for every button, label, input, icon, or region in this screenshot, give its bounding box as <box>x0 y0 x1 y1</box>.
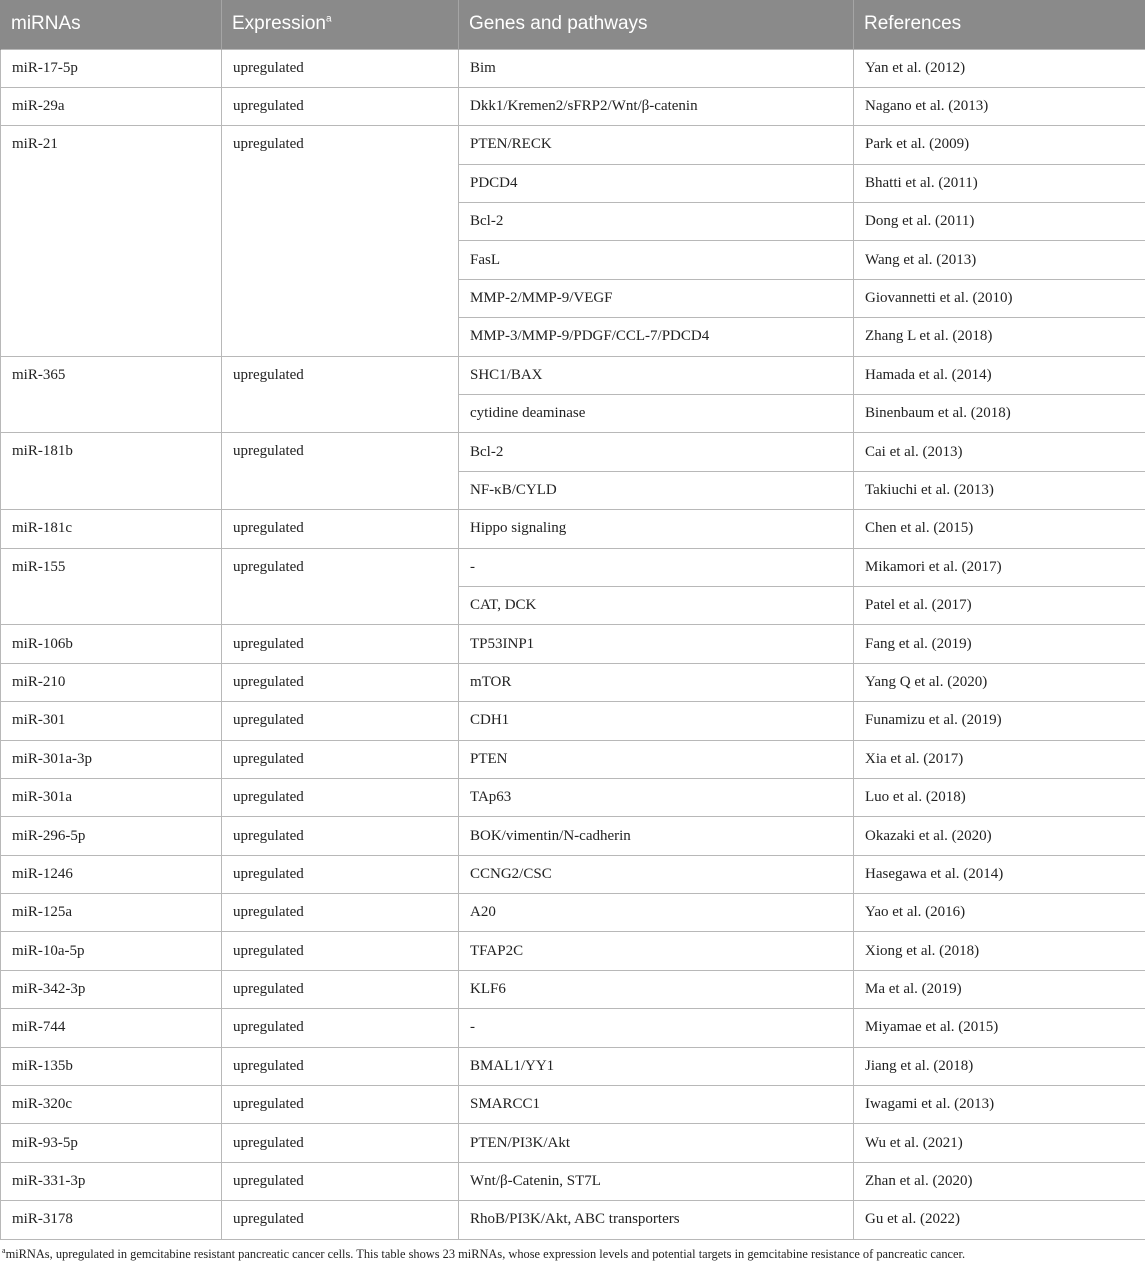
reference-cell: Mikamori et al. (2017) <box>854 548 1145 586</box>
mirna-cell: miR-296-5p <box>1 817 222 855</box>
genes-cell: Wnt/β-Catenin, ST7L <box>459 1162 854 1200</box>
mirna-cell: miR-125a <box>1 894 222 932</box>
genes-cell: mTOR <box>459 663 854 701</box>
reference-cell: Binenbaum et al. (2018) <box>854 395 1145 433</box>
table-row <box>1 1009 1145 1047</box>
expression-cell: upregulated <box>222 510 459 548</box>
genes-cell: PTEN/PI3K/Akt <box>459 1124 854 1162</box>
genes-cell: Bcl-2 <box>459 203 854 241</box>
mirna-cell: miR-93-5p <box>1 1124 222 1162</box>
table-row <box>1 817 1145 855</box>
genes-cell: KLF6 <box>459 970 854 1008</box>
header-references: References <box>854 0 1145 49</box>
reference-cell: Yao et al. (2016) <box>854 894 1145 932</box>
genes-cell: BOK/vimentin/N-cadherin <box>459 817 854 855</box>
table-footnote <box>2 1247 1143 1261</box>
genes-cell: - <box>459 548 854 586</box>
expression-cell: upregulated <box>222 356 459 433</box>
reference-cell: Ma et al. (2019) <box>854 970 1145 1008</box>
reference-cell: Okazaki et al. (2020) <box>854 817 1145 855</box>
reference-cell: Hamada et al. (2014) <box>854 356 1145 394</box>
reference-cell: Fang et al. (2019) <box>854 625 1145 663</box>
table-row <box>1 1047 1145 1085</box>
genes-cell: Dkk1/Kremen2/sFRP2/Wnt/β-catenin <box>459 87 854 125</box>
table-row <box>1 126 1145 164</box>
mirna-cell: miR-3178 <box>1 1201 222 1239</box>
genes-cell: Hippo signaling <box>459 510 854 548</box>
expression-cell: upregulated <box>222 1201 459 1239</box>
expression-cell: upregulated <box>222 894 459 932</box>
reference-cell: Iwagami et al. (2013) <box>854 1086 1145 1124</box>
genes-cell: BMAL1/YY1 <box>459 1047 854 1085</box>
header-mirnas: miRNAs <box>1 0 222 49</box>
mirna-cell: miR-17-5p <box>1 49 222 87</box>
expression-cell: upregulated <box>222 548 459 625</box>
table-row <box>1 894 1145 932</box>
table-row <box>1 356 1145 394</box>
genes-cell: CCNG2/CSC <box>459 855 854 893</box>
mirna-cell: miR-29a <box>1 87 222 125</box>
table-row <box>1 1201 1145 1239</box>
expression-cell: upregulated <box>222 1009 459 1047</box>
table-row <box>1 1124 1145 1162</box>
reference-cell: Xiong et al. (2018) <box>854 932 1145 970</box>
footnote-text: miRNAs, upregulated in gemcitabine resistant pancreatic cancer cells. This table shows 23 miRNAs, whose expression levels and potential targets in gemcitabine resistance of pancreatic cancer. <box>5 1247 966 1261</box>
mirna-cell: miR-135b <box>1 1047 222 1085</box>
header-row <box>1 0 1145 49</box>
table-row <box>1 778 1145 816</box>
reference-cell: Zhang L et al. (2018) <box>854 318 1145 356</box>
expression-cell: upregulated <box>222 49 459 87</box>
reference-cell: Nagano et al. (2013) <box>854 87 1145 125</box>
table-row <box>1 1162 1145 1200</box>
reference-cell: Yan et al. (2012) <box>854 49 1145 87</box>
expression-cell: upregulated <box>222 1086 459 1124</box>
genes-cell: PDCD4 <box>459 164 854 202</box>
table-row <box>1 663 1145 701</box>
table-row <box>1 49 1145 87</box>
table-header <box>1 0 1145 49</box>
table-row <box>1 433 1145 471</box>
expression-cell: upregulated <box>222 855 459 893</box>
genes-cell: Bcl-2 <box>459 433 854 471</box>
footnote-marker: a <box>2 1245 6 1255</box>
header-expression <box>222 0 459 49</box>
table-row <box>1 1086 1145 1124</box>
expression-cell: upregulated <box>222 433 459 510</box>
genes-cell: cytidine deaminase <box>459 395 854 433</box>
reference-cell: Giovannetti et al. (2010) <box>854 279 1145 317</box>
table-row <box>1 510 1145 548</box>
header-expression-footnote-marker: a <box>326 13 332 25</box>
genes-cell: FasL <box>459 241 854 279</box>
expression-cell: upregulated <box>222 625 459 663</box>
genes-cell: TFAP2C <box>459 932 854 970</box>
genes-cell: - <box>459 1009 854 1047</box>
mirna-cell: miR-301 <box>1 702 222 740</box>
mirna-cell: miR-181b <box>1 433 222 510</box>
table-row <box>1 548 1145 586</box>
table-row <box>1 702 1145 740</box>
genes-cell: TAp63 <box>459 778 854 816</box>
mirna-cell: miR-744 <box>1 1009 222 1047</box>
expression-cell: upregulated <box>222 1124 459 1162</box>
expression-cell: upregulated <box>222 932 459 970</box>
expression-cell: upregulated <box>222 702 459 740</box>
reference-cell: Jiang et al. (2018) <box>854 1047 1145 1085</box>
header-genes-pathways: Genes and pathways <box>459 0 854 49</box>
genes-cell: A20 <box>459 894 854 932</box>
genes-cell: TP53INP1 <box>459 625 854 663</box>
reference-cell: Xia et al. (2017) <box>854 740 1145 778</box>
genes-cell: MMP-2/MMP-9/VEGF <box>459 279 854 317</box>
table-row <box>1 625 1145 663</box>
reference-cell: Dong et al. (2011) <box>854 203 1145 241</box>
expression-cell: upregulated <box>222 740 459 778</box>
genes-cell: CDH1 <box>459 702 854 740</box>
genes-cell: SHC1/BAX <box>459 356 854 394</box>
mirna-cell: miR-301a-3p <box>1 740 222 778</box>
table-row <box>1 740 1145 778</box>
reference-cell: Luo et al. (2018) <box>854 778 1145 816</box>
reference-cell: Wu et al. (2021) <box>854 1124 1145 1162</box>
genes-cell: CAT, DCK <box>459 586 854 624</box>
mirna-cell: miR-342-3p <box>1 970 222 1008</box>
mirna-cell: miR-1246 <box>1 855 222 893</box>
genes-cell: NF-κB/CYLD <box>459 471 854 509</box>
table-row <box>1 970 1145 1008</box>
mirna-cell: miR-10a-5p <box>1 932 222 970</box>
expression-cell: upregulated <box>222 778 459 816</box>
mirna-cell: miR-331-3p <box>1 1162 222 1200</box>
table-row <box>1 932 1145 970</box>
reference-cell: Park et al. (2009) <box>854 126 1145 164</box>
genes-cell: PTEN <box>459 740 854 778</box>
mirna-cell: miR-106b <box>1 625 222 663</box>
reference-cell: Funamizu et al. (2019) <box>854 702 1145 740</box>
expression-cell: upregulated <box>222 1162 459 1200</box>
table-row <box>1 87 1145 125</box>
genes-cell: RhoB/PI3K/Akt, ABC transporters <box>459 1201 854 1239</box>
mirna-cell: miR-21 <box>1 126 222 356</box>
expression-cell: upregulated <box>222 1047 459 1085</box>
table-body <box>1 49 1145 1239</box>
expression-cell: upregulated <box>222 87 459 125</box>
mirna-cell: miR-210 <box>1 663 222 701</box>
genes-cell: Bim <box>459 49 854 87</box>
mirna-cell: miR-365 <box>1 356 222 433</box>
reference-cell: Takiuchi et al. (2013) <box>854 471 1145 509</box>
reference-cell: Bhatti et al. (2011) <box>854 164 1145 202</box>
reference-cell: Cai et al. (2013) <box>854 433 1145 471</box>
reference-cell: Yang Q et al. (2020) <box>854 663 1145 701</box>
reference-cell: Wang et al. (2013) <box>854 241 1145 279</box>
reference-cell: Patel et al. (2017) <box>854 586 1145 624</box>
expression-cell: upregulated <box>222 817 459 855</box>
expression-cell: upregulated <box>222 970 459 1008</box>
reference-cell: Miyamae et al. (2015) <box>854 1009 1145 1047</box>
reference-cell: Gu et al. (2022) <box>854 1201 1145 1239</box>
genes-cell: MMP-3/MMP-9/PDGF/CCL-7/PDCD4 <box>459 318 854 356</box>
mirna-cell: miR-320c <box>1 1086 222 1124</box>
genes-cell: SMARCC1 <box>459 1086 854 1124</box>
table-row <box>1 855 1145 893</box>
mirna-cell: miR-155 <box>1 548 222 625</box>
reference-cell: Chen et al. (2015) <box>854 510 1145 548</box>
header-expression-label: Expression <box>232 13 326 35</box>
reference-cell: Zhan et al. (2020) <box>854 1162 1145 1200</box>
genes-cell: PTEN/RECK <box>459 126 854 164</box>
expression-cell: upregulated <box>222 663 459 701</box>
reference-cell: Hasegawa et al. (2014) <box>854 855 1145 893</box>
expression-cell: upregulated <box>222 126 459 356</box>
mirna-cell: miR-181c <box>1 510 222 548</box>
mirna-cell: miR-301a <box>1 778 222 816</box>
